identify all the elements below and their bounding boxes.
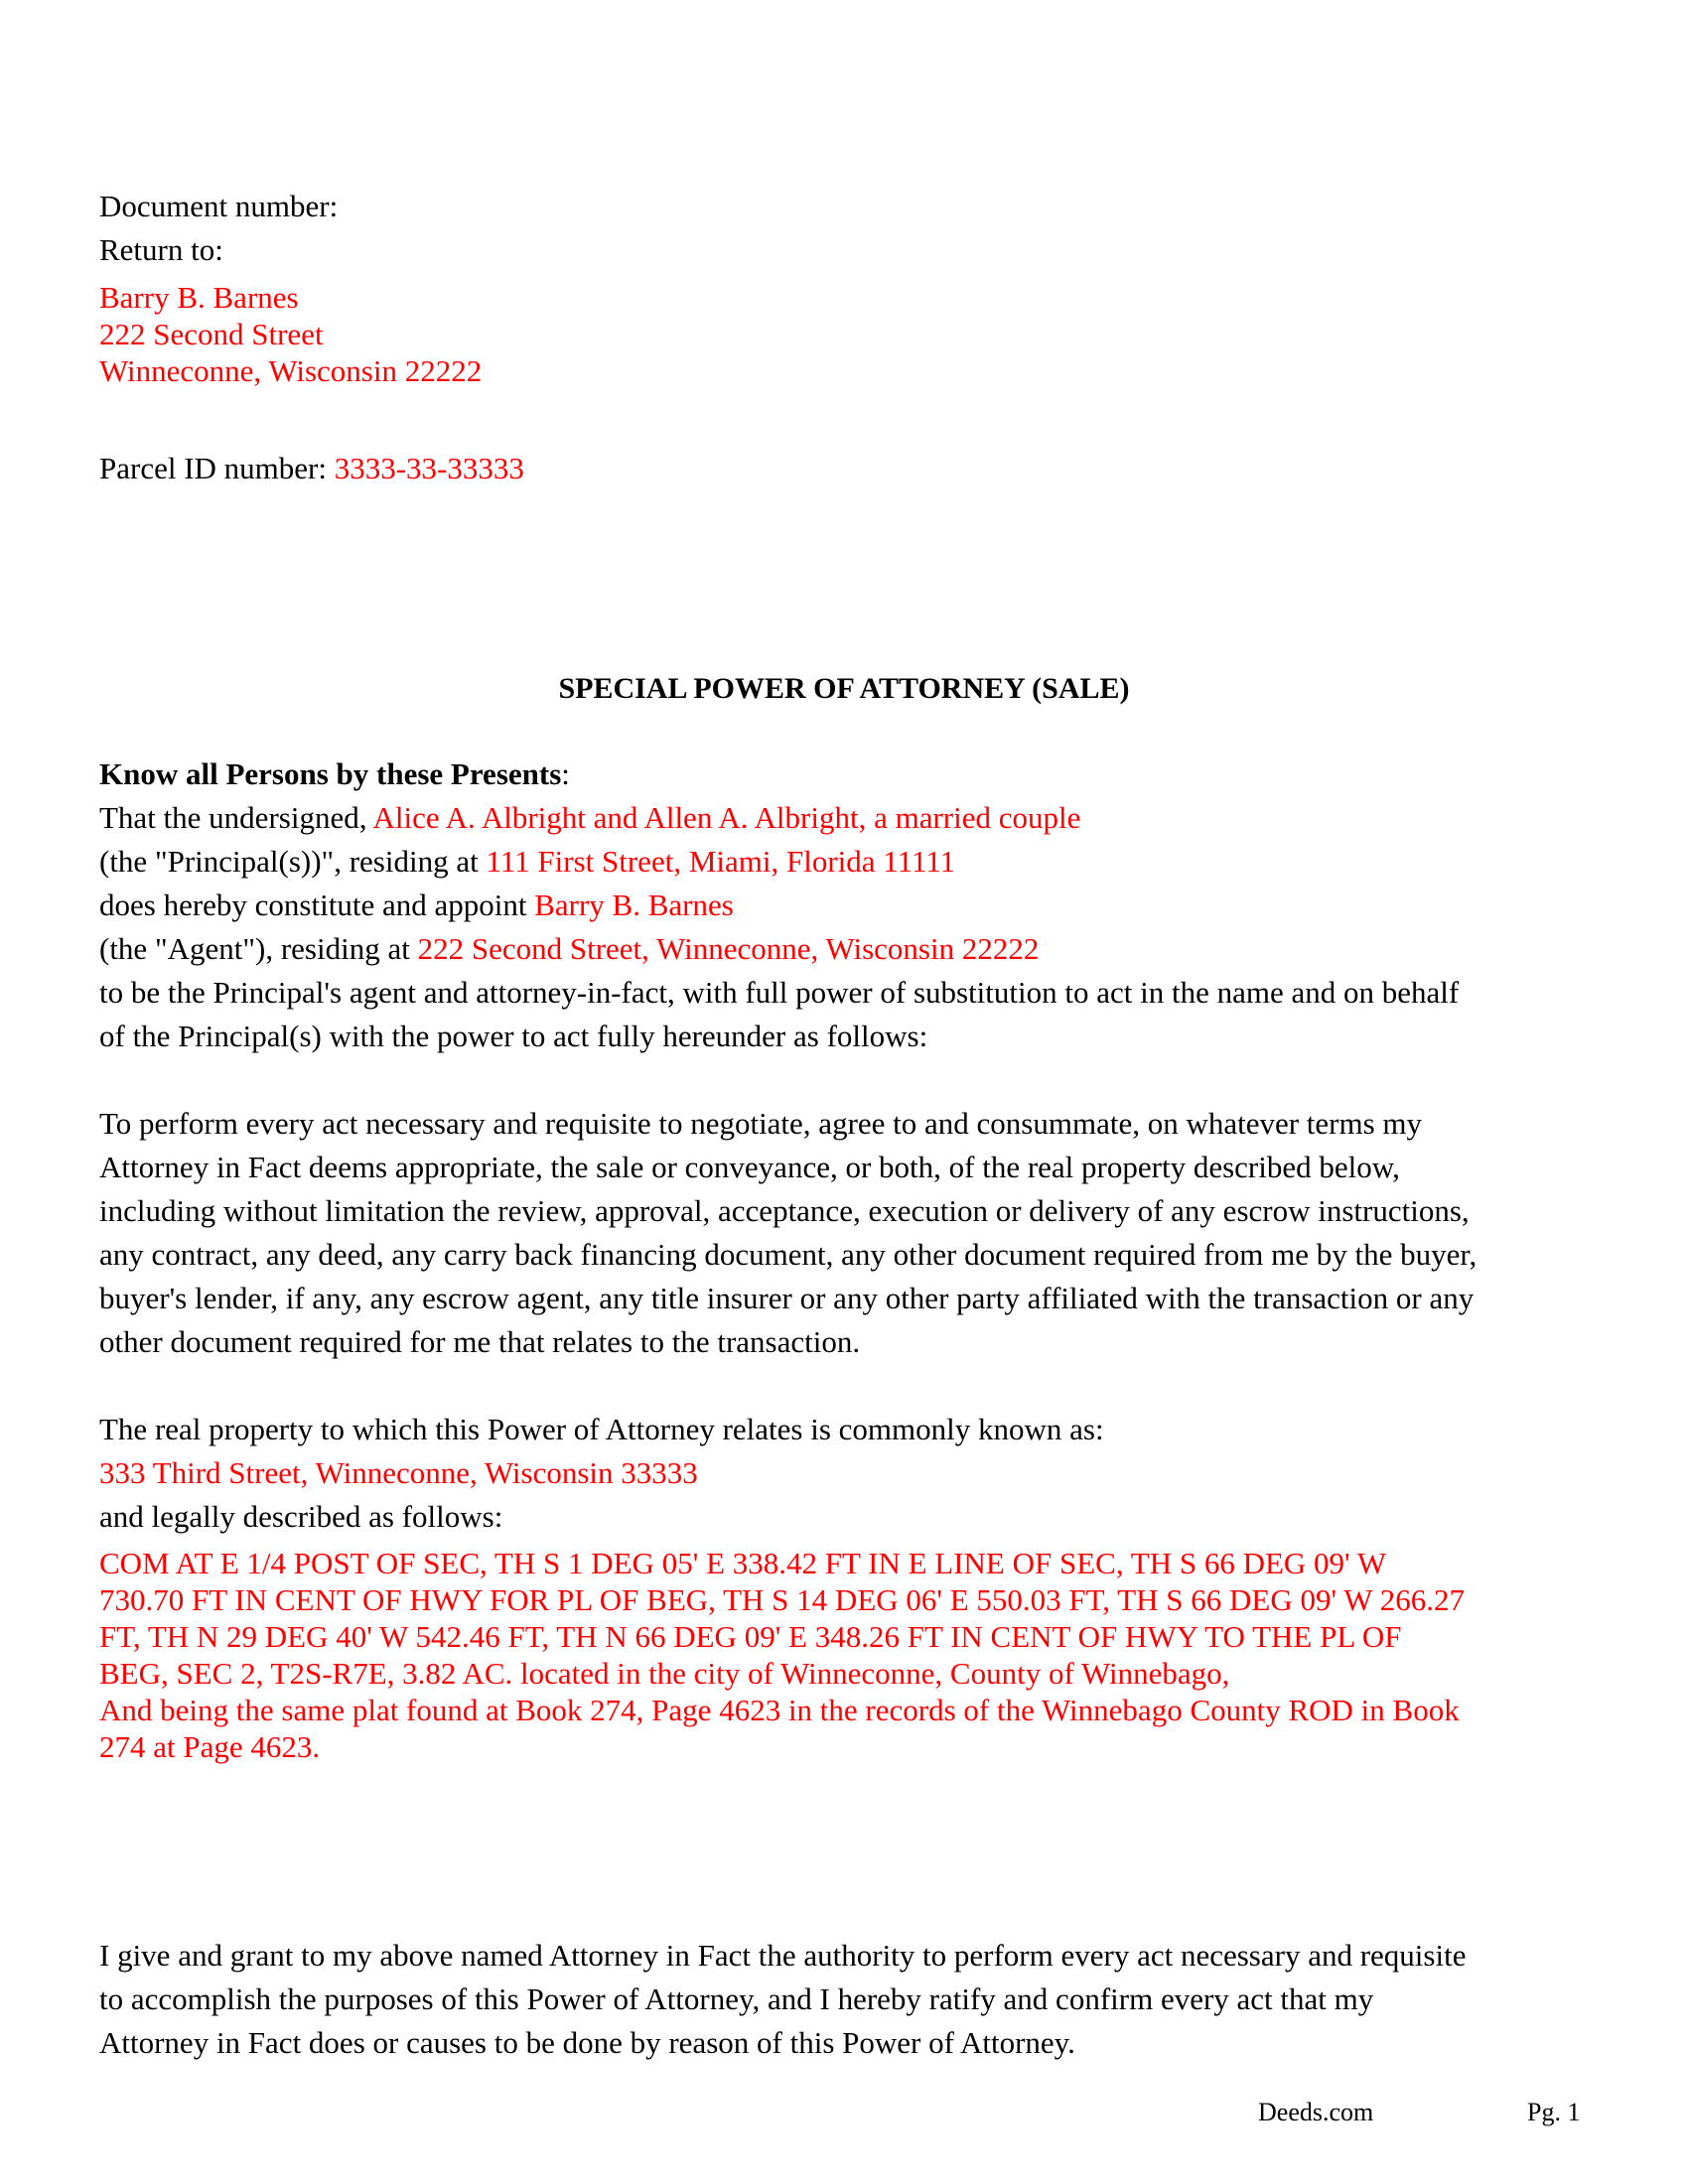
grant-paragraph (99, 1934, 1609, 2065)
legal-description (99, 1545, 1609, 1765)
intro-closing-line-1: to be the Principal's agent and attorney-in-fact, with full power of substitution to act in the name and on behalf (99, 975, 1460, 1010)
return-city: Winneconne, Wisconsin 22222 (99, 353, 483, 388)
legal-line: 730.70 FT IN CENT OF HWY FOR PL OF BEG, TH S 14 DEG 06' E 550.03 FT, TH S 66 DEG 09' W 266.27 (99, 1582, 1465, 1617)
powers-line: including without limitation the review, approval, acceptance, execution or delivery of any escrow instructions, (99, 1193, 1470, 1228)
return-street: 222 Second Street (99, 317, 324, 351)
principals-line (99, 796, 1080, 840)
parcel-id-label: Parcel ID number: (99, 451, 327, 485)
principals-names: Alice A. Albright and Allen A. Albright, a married couple (372, 800, 1081, 835)
property-address: 333 Third Street, Winneconne, Wisconsin 33333 (99, 1455, 698, 1490)
footer-page-number: Pg. 1 (1527, 2098, 1581, 2126)
powers-paragraph (99, 1102, 1609, 1364)
return-to-label: Return to: (99, 232, 223, 267)
return-name: Barry B. Barnes (99, 280, 299, 315)
document-title: SPECIAL POWER OF ATTORNEY (SALE) (558, 672, 1130, 705)
legal-line: 274 at Page 4623. (99, 1729, 321, 1764)
grant-line: I give and grant to my above named Attorney in Fact the authority to perform every act necessary and requisite (99, 1938, 1467, 1973)
powers-line: other document required for me that relates to the transaction. (99, 1324, 861, 1359)
document-number-label: Document number: (99, 189, 339, 223)
grant-line: to accomplish the purposes of this Power of Attorney, and I hereby ratify and confirm every act that my (99, 1981, 1374, 2016)
grant-line: Attorney in Fact does or causes to be done by reason of this Power of Attorney. (99, 2025, 1075, 2060)
intro-closing-line-2: of the Principal(s) with the power to act fully hereunder as follows: (99, 1019, 928, 1053)
powers-line: any contract, any deed, any carry back financing document, any other document required from me by the buyer, (99, 1237, 1477, 1272)
parcel-id-line (99, 447, 524, 490)
know-all-heading: Know all Persons by these Presents (99, 756, 562, 791)
legal-line: FT, TH N 29 DEG 40' W 542.46 FT, TH N 66 DEG 09' E 348.26 FT IN CENT OF HWY TO THE PL OF (99, 1619, 1402, 1654)
parcel-id-value: 3333-33-33333 (334, 451, 524, 485)
footer-source: Deeds.com (1258, 2098, 1374, 2126)
know-all-line (99, 752, 570, 796)
undersigned-prefix: That the undersigned, (99, 800, 367, 835)
principal-address-line (99, 840, 955, 884)
agent-address-line (99, 927, 1039, 971)
legal-description-label: and legally described as follows: (99, 1499, 503, 1534)
agent-name: Barry B. Barnes (534, 887, 734, 922)
know-all-colon: : (561, 756, 570, 791)
powers-line: buyer's lender, if any, any escrow agent, any title insurer or any other party affiliated with the transaction or any (99, 1281, 1475, 1315)
principal-address: 111 First Street, Miami, Florida 11111 (486, 844, 956, 879)
legal-line: And being the same plat found at Book 274, Page 4623 in the records of the Winnebago County ROD in Book (99, 1693, 1460, 1727)
powers-line: Attorney in Fact deems appropriate, the sale or conveyance, or both, of the real property described below, (99, 1150, 1400, 1184)
appoint-line (99, 884, 734, 927)
principal-residing-prefix: (the "Principal(s))", residing at (99, 844, 479, 879)
legal-line: BEG, SEC 2, T2S-R7E, 3.82 AC. located in the city of Winneconne, County of Winnebago, (99, 1656, 1230, 1691)
appoint-prefix: does hereby constitute and appoint (99, 887, 527, 922)
agent-address: 222 Second Street, Winneconne, Wisconsin 22222 (417, 931, 1040, 966)
agent-residing-prefix: (the "Agent"), residing at (99, 931, 410, 966)
powers-line: To perform every act necessary and requisite to negotiate, agree to and consummate, on whatever terms my (99, 1106, 1423, 1141)
property-known-as-label: The real property to which this Power of Attorney relates is commonly known as: (99, 1412, 1104, 1446)
legal-line: COM AT E 1/4 POST OF SEC, TH S 1 DEG 05' E 338.42 FT IN E LINE OF SEC, TH S 66 DEG 09' W (99, 1546, 1387, 1580)
